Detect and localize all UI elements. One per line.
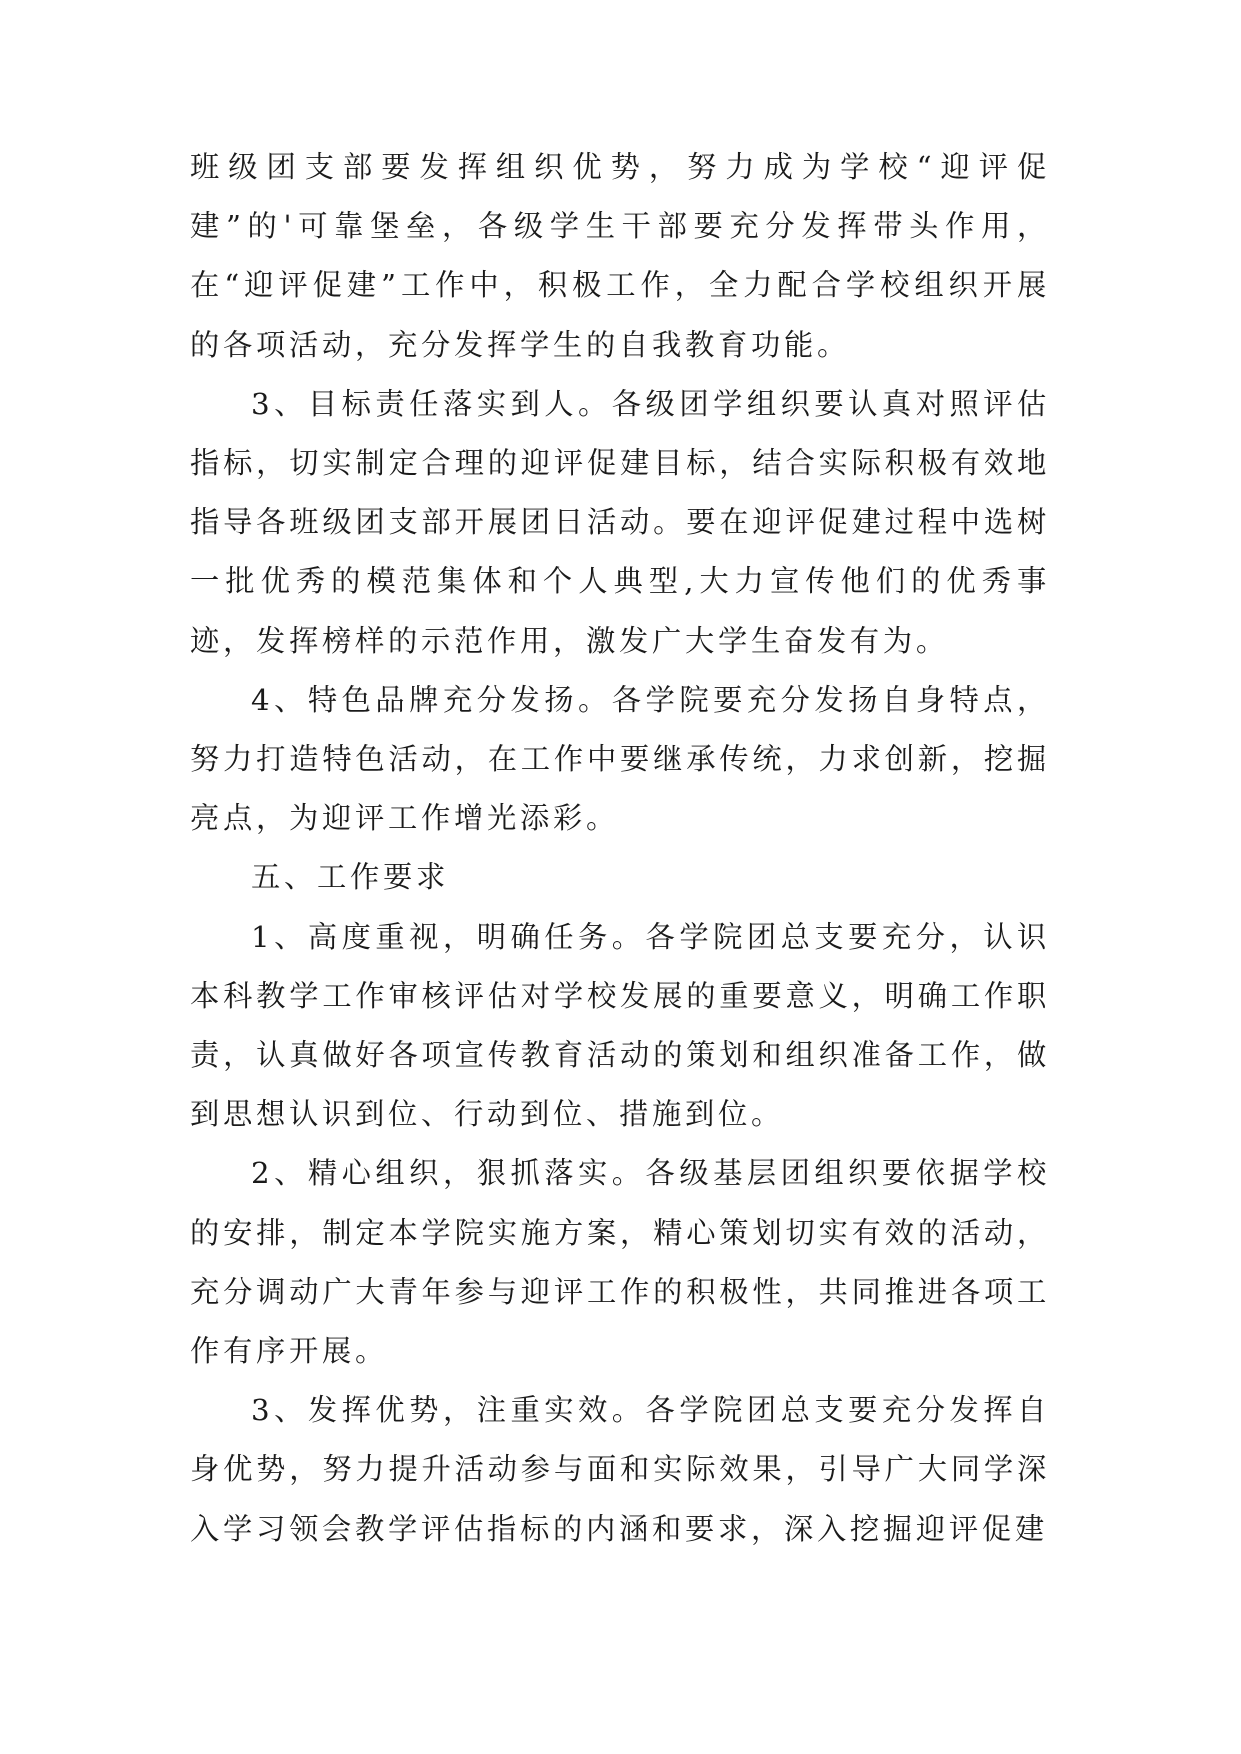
section-heading-work-requirements: 五、工作要求 xyxy=(251,860,449,895)
paragraph-3: 4、特色品牌充分发扬。各学院要充分发扬自身特点，努力打造特色活动，在工作中要继承传统，力求创新，挖掘亮点，为迎评工作增光添彩。 xyxy=(190,682,1050,836)
paragraph-1: 班级团支部要发挥组织优势，努力成为学校“迎评促建”的'可靠堡垒，各级学生干部要充分发挥带头作用，在“迎评促建”工作中，积极工作，全力配合学校组织开展的各项活动，充分发挥学生的自我教育功能。 xyxy=(190,150,1050,362)
paragraph-5: 1、高度重视，明确任务。各学院团总支要充分，认识本科教学工作审核评估对学校发展的重要意义，明确工作职责，认真做好各项宣传教育活动的策划和组织准备工作，做到思想认识到位、行动到位、措施到位。 xyxy=(190,919,1050,1132)
paragraph-7: 3、发挥优势，注重实效。各学院团总支要充分发挥自身优势，努力提升活动参与面和实际效果，引导广大同学深入学习领会教学评估指标的内涵和要求，深入挖掘迎评促建 xyxy=(190,1393,1050,1546)
paragraph-6: 2、精心组织，狠抓落实。各级基层团组织要依据学校的安排，制定本学院实施方案，精心策划切实有效的活动，充分调动广大青年参与迎评工作的积极性，共同推进各项工作有序开展。 xyxy=(190,1156,1050,1369)
document-page xyxy=(190,138,1050,1559)
paragraph-2: 3、目标责任落实到人。各级团学组织要认真对照评估指标，切实制定合理的迎评促建目标，结合实际积极有效地指导各班级团支部开展团日活动。要在迎评促建过程中选树一批优秀的模范集体和个人典型,大力宣传他们的优秀事迹，发挥榜样的示范作用，激发广大学生奋发有为。 xyxy=(190,386,1050,658)
